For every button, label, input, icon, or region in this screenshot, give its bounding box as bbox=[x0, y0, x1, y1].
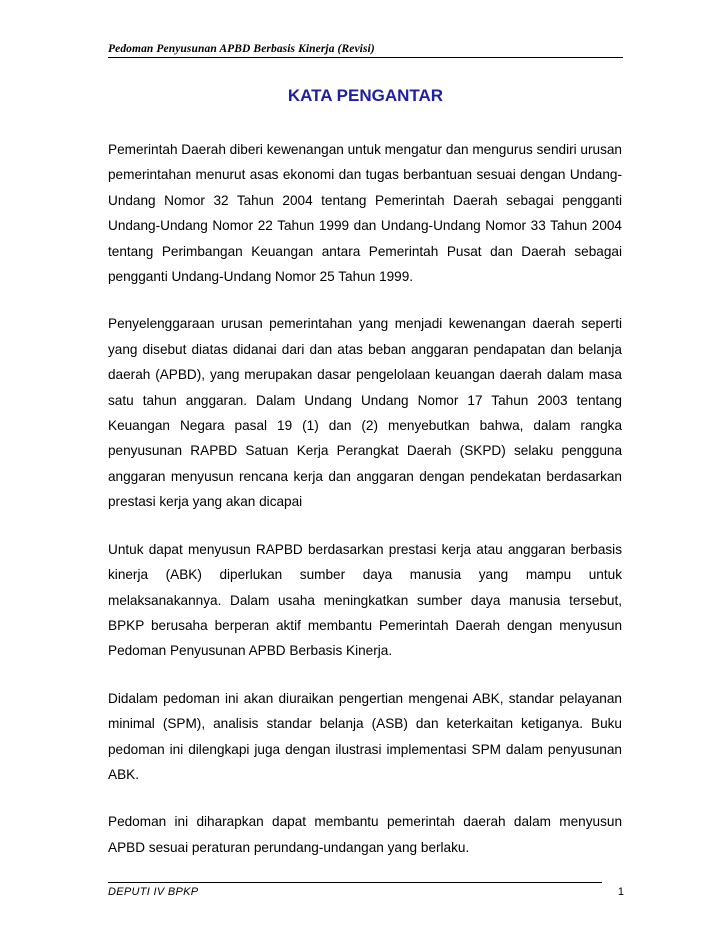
footer-rule bbox=[108, 882, 602, 883]
page-number: 1 bbox=[617, 886, 624, 898]
running-header: Pedoman Penyusunan APBD Berbasis Kinerja (Revisi) bbox=[108, 43, 375, 55]
paragraph-2: Penyelenggaraan urusan pemerintahan yang menjadi kewenangan daerah seperti yang disebut diatas didanai dari dan atas beban anggaran pendapatan dan belanja daerah (APBD), yang merupakan dasar pengelolaan keuangan daerah dalam masa satu tahun anggaran. Dalam Undang Undang Nomor 17 Tahun 2003 tentang Keuangan Negara pasal 19 (1) dan (2) menyebutkan bahwa, dalam rangka penyusunan RAPBD Satuan Kerja Perangkat Daerah (SKPD) selaku pengguna anggaran menyusun rencana kerja dan anggaran dengan pendekatan berdasarkan prestasi kerja yang akan dicapai bbox=[108, 316, 622, 510]
header-rule bbox=[108, 57, 623, 58]
paragraph-4: Didalam pedoman ini akan diuraikan pengertian mengenai ABK, standar pelayanan minimal (SPM), analisis standar belanja (ASB) dan keterkaitan ketiganya. Buku pedoman ini dilengkapi juga dengan ilustrasi implementasi SPM dalam penyusunan ABK. bbox=[108, 690, 622, 782]
footer-left-text: DEPUTI IV BPKP bbox=[108, 886, 199, 898]
body-text bbox=[108, 137, 622, 882]
paragraph-5: Pedoman ini diharapkan dapat membantu pemerintah daerah dalam menyusun APBD sesuai peraturan perundang-undangan yang berlaku. bbox=[108, 814, 622, 855]
paragraph-3: Untuk dapat menyusun RAPBD berdasarkan prestasi kerja atau anggaran berbasis kinerja (ABK) diperlukan sumber daya manusia yang mampu untuk melaksanakannya. Dalam usaha meningkatkan sumber daya manusia tersebut, BPKP berusaha berperan aktif membantu Pemerintah Daerah dengan menyusun Pedoman Penyusunan APBD Berbasis Kinerja. bbox=[108, 541, 622, 659]
paragraph-1: Pemerintah Daerah diberi kewenangan untuk mengatur dan mengurus sendiri urusan pemerintahan menurut asas ekonomi dan tugas berbantuan sesuai dengan Undang-Undang Nomor 32 Tahun 2004 tentang Pemerintah Daerah sebagai pengganti Undang-Undang Nomor 22 Tahun 1999 dan Undang-Undang Nomor 33 Tahun 2004 tentang Perimbangan Keuangan antara Pemerintah Pusat dan Daerah sebagai pengganti Undang-Undang Nomor 25 Tahun 1999. bbox=[108, 142, 622, 285]
page-title: KATA PENGANTAR bbox=[287, 86, 444, 105]
